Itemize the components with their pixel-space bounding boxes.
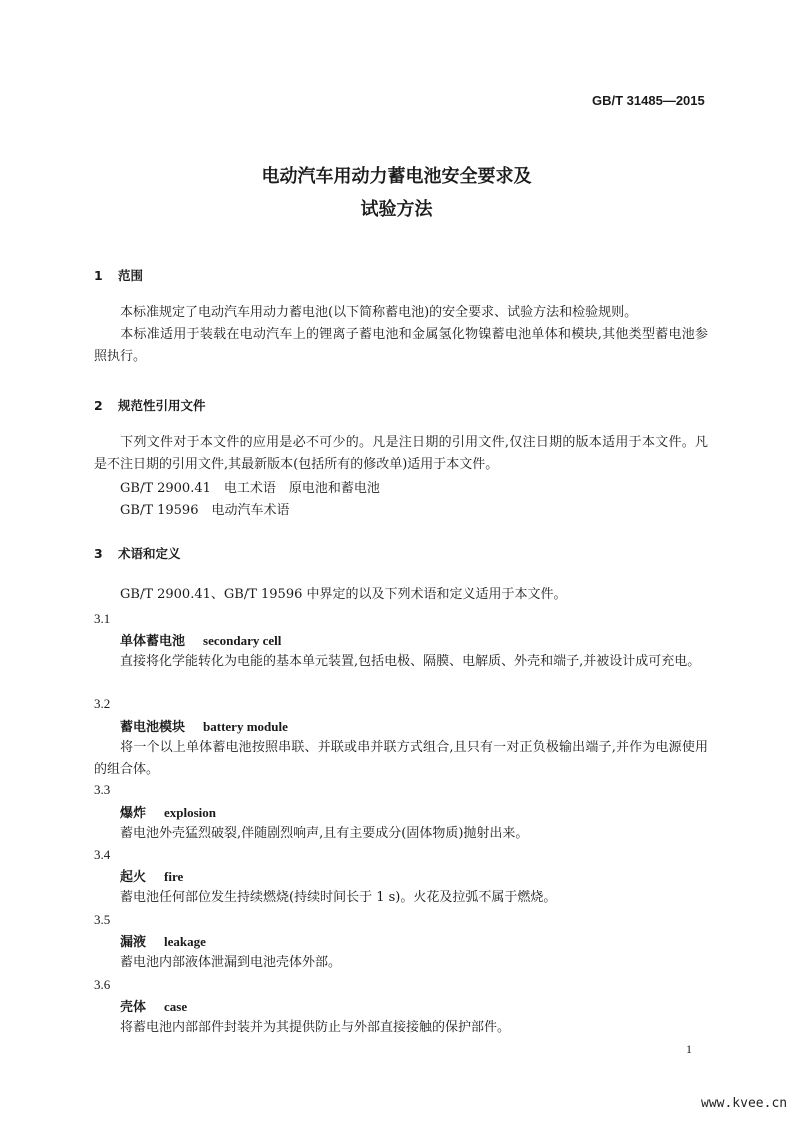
term-number: 3.2 [94,696,111,711]
term-definition: 将一个以上单体蓄电池按照串联、并联或串并联方式组合,且只有一对正负极输出端子,并作为电源使用的组合体。 [94,740,708,777]
term-definition: 蓄电池外壳猛烈破裂,伴随剧烈响声,且有主要成分(固体物质)抛射出来。 [120,826,529,841]
reference-gbt-19596: GB/T 19596 电动汽车术语 [120,503,290,518]
section-number: 1 [94,268,103,283]
section-number: 3 [94,546,103,561]
term-heading: 单体蓄电池 secondary cell [120,633,282,649]
section-3-heading [94,548,181,561]
document-title-line2: 试验方法 [360,199,433,220]
term-heading: 蓄电池模块 battery module [120,719,288,735]
term-definition: 蓄电池任何部位发生持续燃烧(持续时间长于 1 s)。火花及拉弧不属于燃烧。 [120,890,557,905]
term-heading: 起火 fire [120,869,184,885]
page-number: 1 [686,1042,692,1056]
term-definition: 直接将化学能转化为电能的基本单元装置,包括电极、隔膜、电解质、外壳和端子,并被设计成可充电。 [120,654,701,669]
section-2-heading [94,400,206,413]
document-title-line1: 电动汽车用动力蓄电池安全要求及 [261,166,532,187]
section-3-intro: GB/T 2900.41、GB/T 19596 中界定的以及下列术语和定义适用于本文件。 [120,587,567,602]
term-heading: 爆炸 explosion [120,805,217,821]
term-number: 3.3 [94,782,111,797]
term-number: 3.4 [94,847,111,862]
term-number: 3.5 [94,912,111,927]
section-title: 术语和定义 [118,546,181,561]
term-definition: 蓄电池内部液体泄漏到电池壳体外部。 [120,955,342,970]
section-title: 规范性引用文件 [118,398,206,413]
section-2-paragraph: 下列文件对于本文件的应用是必不可少的。凡是注日期的引用文件,仅注日期的版本适用于本文件。凡是不注日期的引用文件,其最新版本(包括所有的修改单)适用于本文件。 [94,435,708,472]
reference-gbt-2900-41: GB/T 2900.41 电工术语 原电池和蓄电池 [120,481,380,496]
watermark: www.kvee.cn [701,1096,788,1111]
term-number: 3.1 [94,611,111,626]
term-definition: 将蓄电池内部部件封装并为其提供防止与外部直接接触的保护部件。 [120,1020,511,1035]
section-1-paragraph-1: 本标准规定了电动汽车用动力蓄电池(以下简称蓄电池)的安全要求、试验方法和检验规则。 [120,305,638,320]
standard-number: GB/T 31485—2015 [592,93,705,108]
term-number: 3.6 [94,977,111,992]
section-1-paragraph-2: 本标准适用于装载在电动汽车上的锂离子蓄电池和金属氢化物镍蓄电池单体和模块,其他类型蓄电池参照执行。 [94,327,708,364]
section-number: 2 [94,398,103,413]
section-1-heading [94,270,143,283]
term-heading: 壳体 case [120,999,188,1015]
section-title: 范围 [118,268,144,283]
term-heading: 漏液 leakage [120,934,206,950]
